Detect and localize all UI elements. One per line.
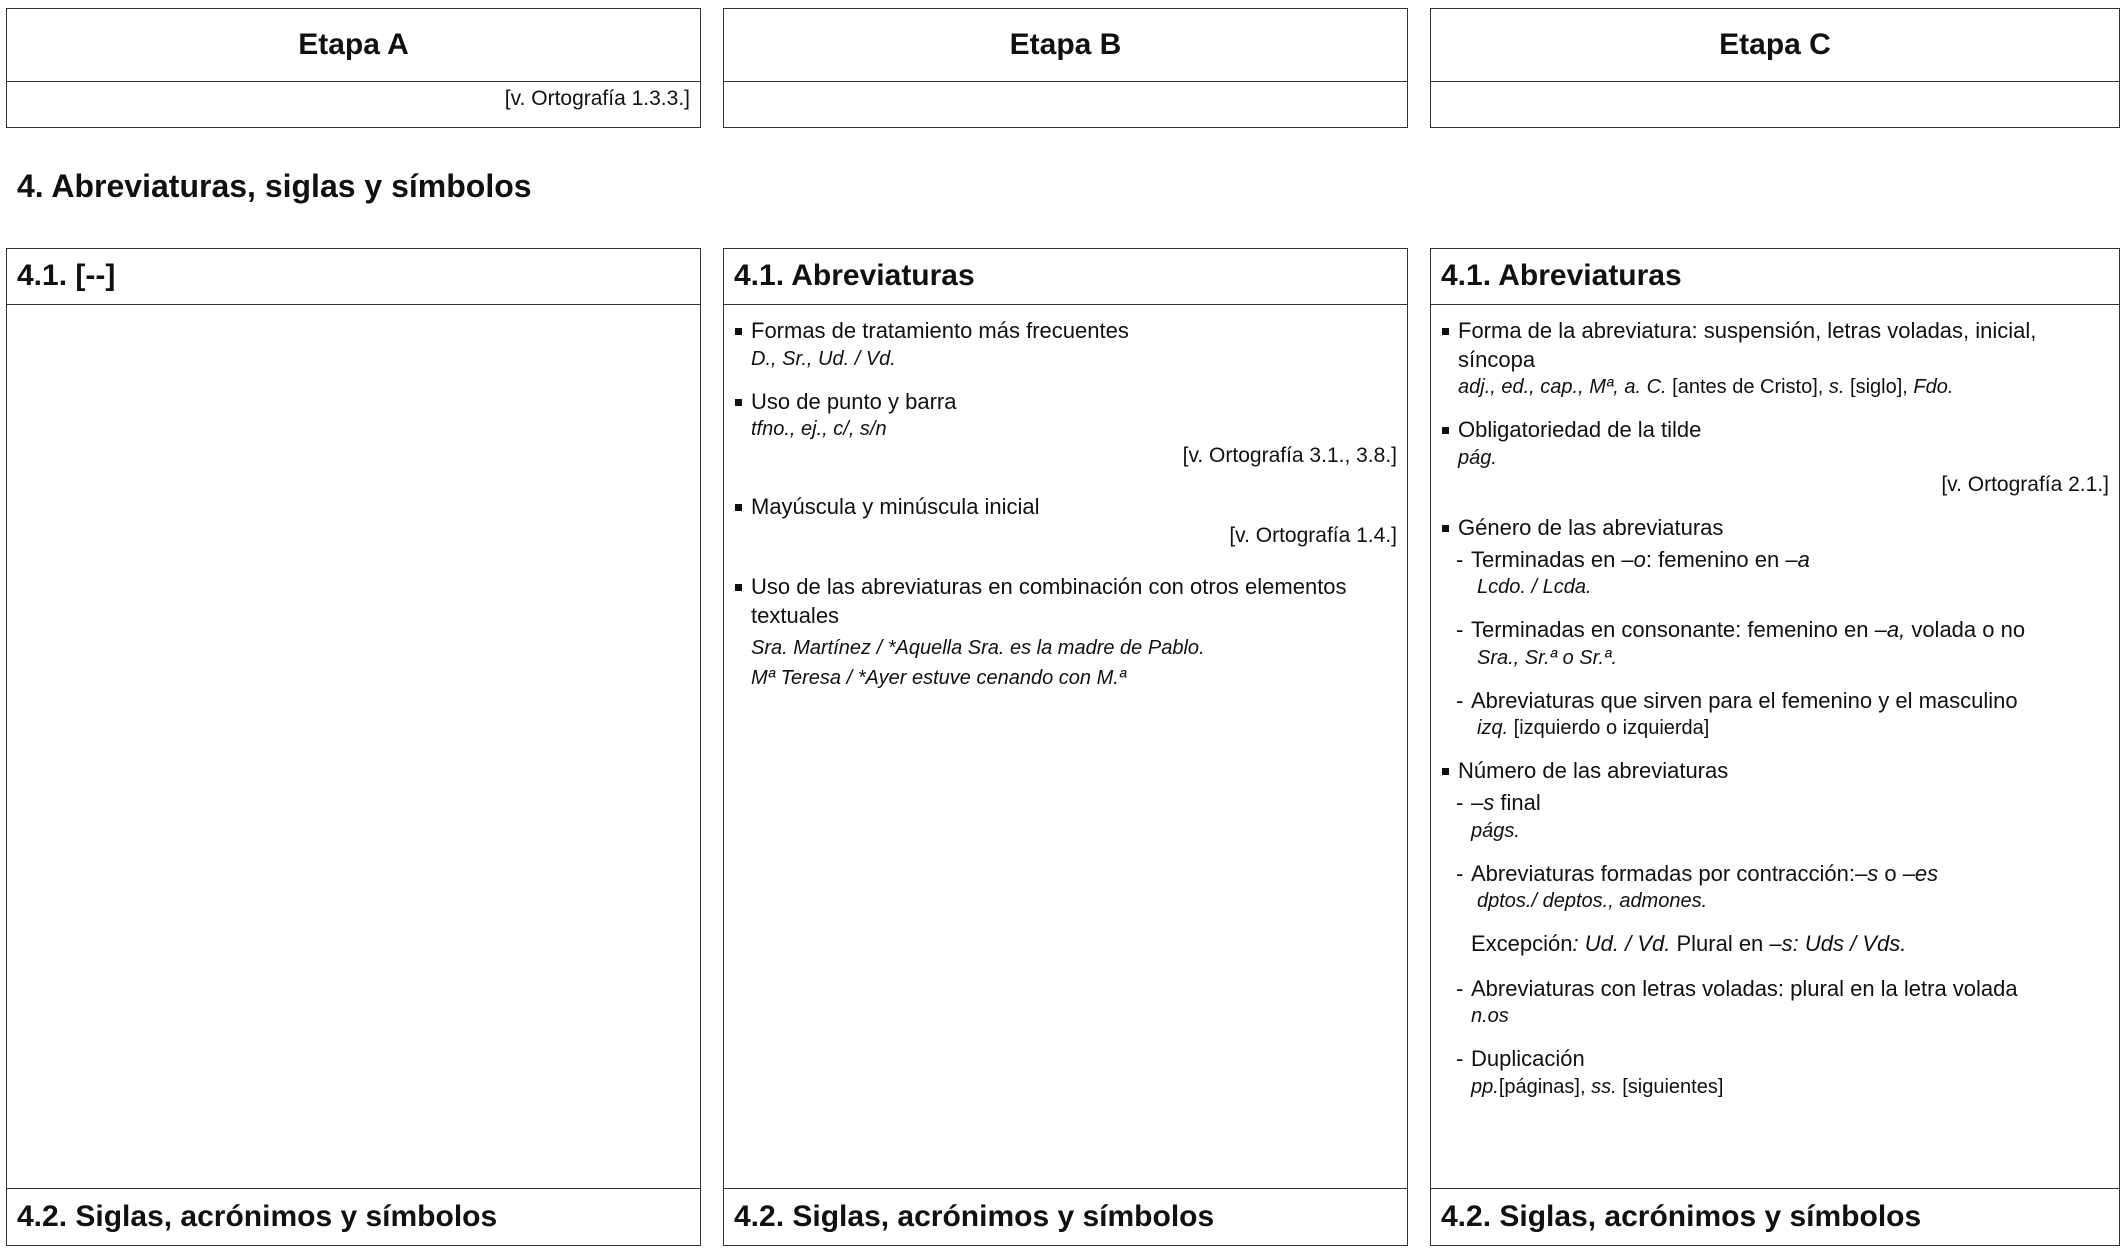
example-text: Sra., Sr.ª o Sr.ª. bbox=[1477, 646, 1618, 669]
example-text: dptos./ deptos., admones. bbox=[1477, 890, 1708, 913]
example-text: D., Sr., Ud. / Vd. bbox=[751, 347, 896, 370]
section-title: 4. Abreviaturas, siglas y símbolos bbox=[17, 168, 532, 204]
example-abbrev: s. bbox=[1828, 376, 1845, 399]
exception-label: Excepción bbox=[1471, 931, 1573, 957]
example-abbrevs: adj., ed., cap., Mª, a. C. bbox=[1458, 376, 1667, 399]
example-gloss: [páginas], bbox=[1498, 1076, 1592, 1099]
exception-italic: : Ud. / Vd. bbox=[1572, 931, 1671, 957]
example-text: Sra. Martínez / *Aquella Sra. es la madre de Pablo. bbox=[751, 636, 1205, 659]
sub-item-text: Terminadas en bbox=[1471, 546, 1622, 572]
exception-note bbox=[1441, 930, 2109, 959]
reference-text: [v. Ortografía 3.1., 3.8.] bbox=[1182, 444, 1397, 468]
example-text: n.os bbox=[1471, 1005, 1509, 1028]
example-gloss: [siglo], bbox=[1844, 376, 1914, 399]
column-c-footer: 4.2. Siglas, acrónimos y símbolos bbox=[1441, 1200, 1922, 1233]
sub-item-italic: –s bbox=[1854, 860, 1879, 886]
sub-item: - Abreviaturas con letras voladas: plural en la letra volada bbox=[1441, 975, 2109, 1004]
example-text bbox=[1441, 715, 2109, 741]
example-gloss: [izquierdo o izquierda] bbox=[1508, 717, 1710, 740]
list-item: Formas de tratamiento más frecuentes bbox=[734, 317, 1397, 346]
stage-b-title: Etapa B bbox=[1009, 28, 1122, 61]
example-abbrev: ss. bbox=[1591, 1076, 1617, 1099]
sub-item-text: volada o no bbox=[1905, 617, 2026, 643]
stage-a-title: Etapa A bbox=[298, 28, 409, 61]
column-a-heading: 4.1. [--] bbox=[17, 259, 116, 292]
list-item: Género de las abreviaturas bbox=[1441, 514, 2109, 543]
stage-a-box bbox=[6, 8, 701, 128]
stage-b-box bbox=[723, 8, 1408, 128]
sub-item-italic: –a, bbox=[1874, 617, 1906, 643]
stage-a-ref: [v. Ortografía 1.3.3.] bbox=[504, 87, 690, 110]
exception-italic: –s: Uds / Vds. bbox=[1769, 931, 1907, 957]
sub-item-text: Terminadas en consonante: femenino en bbox=[1471, 617, 1875, 643]
column-a-footer: 4.2. Siglas, acrónimos y símbolos bbox=[17, 1200, 498, 1233]
sub-item-italic: –a bbox=[1785, 546, 1810, 572]
sub-item-italic: –es bbox=[1902, 860, 1939, 886]
reference-text: [v. Ortografía 1.4.] bbox=[1229, 524, 1397, 548]
list-item: Forma de la abreviatura: suspensión, letras voladas, inicial, síncopa bbox=[1441, 317, 2109, 374]
example-abbrev: pp. bbox=[1471, 1076, 1499, 1099]
list-item: Uso de las abreviaturas en combinación con otros elementos textuales bbox=[734, 573, 1397, 630]
example-text bbox=[1441, 374, 2109, 400]
column-c-heading: 4.1. Abreviaturas bbox=[1441, 259, 1682, 292]
sub-item bbox=[1441, 616, 2109, 645]
column-a bbox=[6, 248, 701, 1246]
list-item: Número de las abreviaturas bbox=[1441, 757, 2109, 786]
exception-text: Plural en bbox=[1670, 931, 1770, 957]
stage-c-box bbox=[1430, 8, 2120, 128]
example-text: Mª Teresa / *Ayer estuve cenando con M.ª bbox=[751, 666, 1127, 689]
sub-item bbox=[1441, 860, 2109, 889]
list-item: Obligatoriedad de la tilde bbox=[1441, 416, 2109, 445]
sub-item: - Duplicación bbox=[1441, 1045, 2109, 1074]
example-gloss: [siguientes] bbox=[1616, 1076, 1724, 1099]
example-text: tfno., ej., c/, s/n bbox=[751, 418, 887, 441]
reference-text: [v. Ortografía 2.1.] bbox=[1941, 472, 2109, 496]
column-c-content bbox=[1441, 317, 2109, 1100]
sub-item-text: Abreviaturas formadas por contracción: bbox=[1471, 860, 1855, 886]
sub-item-text: final bbox=[1494, 790, 1541, 816]
column-b-footer: 4.2. Siglas, acrónimos y símbolos bbox=[734, 1200, 1215, 1233]
sub-item-italic: –o bbox=[1621, 546, 1646, 572]
list-item: Mayúscula y minúscula inicial bbox=[734, 493, 1397, 522]
sub-item: - Abreviaturas que sirven para el femenino y el masculino bbox=[1441, 687, 2109, 716]
sub-item-text: o bbox=[1878, 860, 1903, 886]
example-text bbox=[1441, 1074, 2109, 1100]
column-b-heading: 4.1. Abreviaturas bbox=[734, 259, 975, 292]
column-b-content bbox=[734, 317, 1397, 691]
list-item: Uso de punto y barra bbox=[734, 388, 1397, 417]
sub-item-italic: –s bbox=[1471, 790, 1495, 816]
stage-c-title: Etapa C bbox=[1719, 28, 1831, 61]
column-b bbox=[723, 248, 1408, 1246]
example-text: pág. bbox=[1458, 446, 1497, 469]
sub-item bbox=[1441, 546, 2109, 575]
example-text: págs. bbox=[1471, 819, 1520, 842]
column-c bbox=[1430, 248, 2120, 1246]
sub-item bbox=[1441, 789, 2109, 818]
example-abbrev: izq. bbox=[1477, 717, 1509, 740]
example-abbrev: Fdo. bbox=[1913, 376, 1954, 399]
sub-item-text: : femenino en bbox=[1645, 546, 1786, 572]
example-gloss: [antes de Cristo], bbox=[1666, 376, 1829, 399]
example-text: Lcdo. / Lcda. bbox=[1477, 576, 1592, 599]
